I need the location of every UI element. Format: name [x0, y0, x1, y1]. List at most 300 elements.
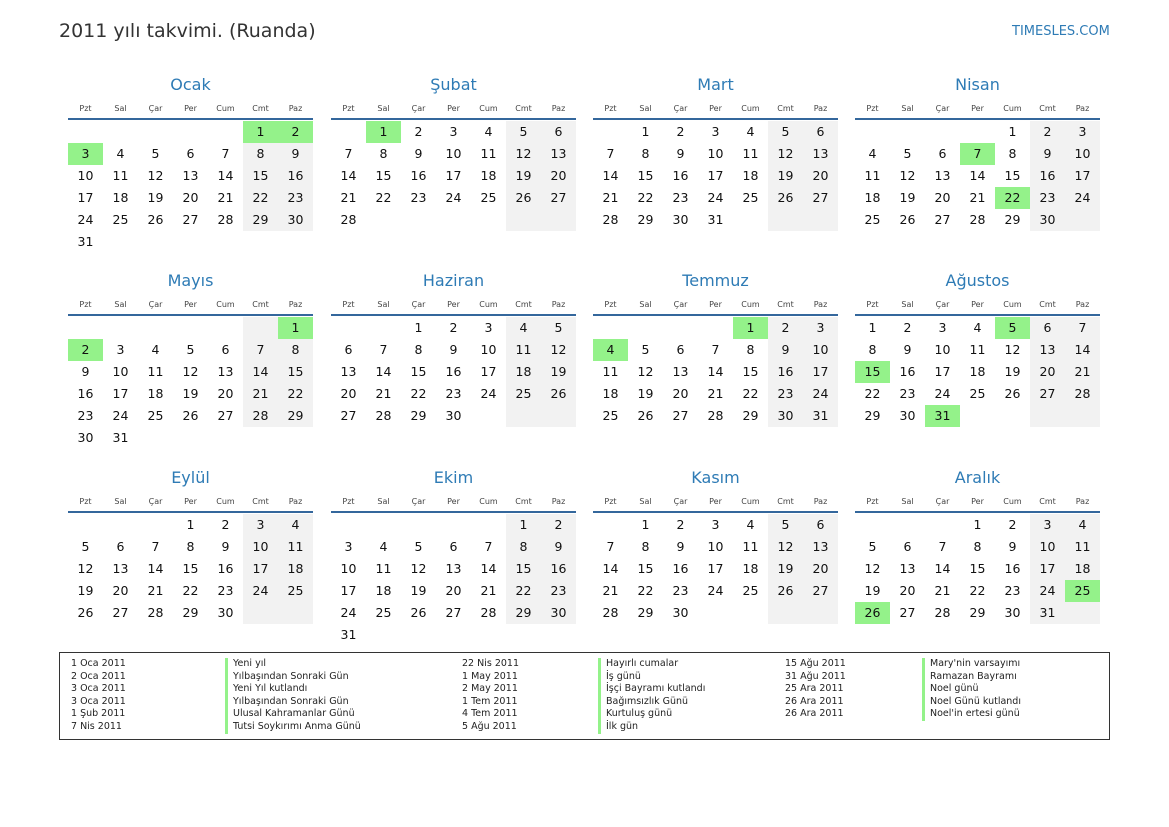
- weekday-label: Sal: [377, 497, 390, 506]
- month-rule: [855, 314, 1100, 316]
- day-cell: 4: [868, 146, 877, 161]
- day-cell: 14: [602, 561, 619, 576]
- day-cell: 27: [445, 605, 462, 620]
- day-cell: 1: [868, 320, 877, 335]
- day-cell: 13: [812, 539, 829, 554]
- day-cell: 27: [182, 212, 199, 227]
- holiday-date: 1 May 2011: [462, 670, 518, 682]
- day-cell: 4: [116, 146, 125, 161]
- weekday-label: Paz: [813, 104, 828, 113]
- weekday-label: Paz: [813, 497, 828, 506]
- day-cell: 29: [742, 408, 759, 423]
- day-cell: 18: [1074, 561, 1091, 576]
- day-cell: 1: [519, 517, 528, 532]
- day-cell: 24: [934, 386, 951, 401]
- holiday-day-cell: 15: [855, 361, 890, 383]
- day-cell: 25: [864, 212, 881, 227]
- day-cell: 31: [340, 627, 357, 642]
- day-cell: 2: [781, 320, 790, 335]
- day-cell: 30: [445, 408, 462, 423]
- day-cell: 18: [147, 386, 164, 401]
- holiday-name: Yeni yıl: [225, 658, 361, 671]
- day-cell: 9: [676, 146, 685, 161]
- day-cell: 24: [707, 583, 724, 598]
- day-cell: 6: [186, 146, 195, 161]
- month-name: Haziran: [422, 271, 485, 290]
- day-cell: 29: [637, 212, 654, 227]
- day-cell: 11: [515, 342, 532, 357]
- weekday-label: Sal: [114, 104, 127, 113]
- day-cell: 13: [672, 364, 689, 379]
- day-cell: 22: [637, 583, 654, 598]
- weekday-label: Cum: [741, 497, 760, 506]
- day-grid: [331, 514, 576, 654]
- day-cell: 7: [379, 342, 388, 357]
- day-cell: 1: [973, 517, 982, 532]
- month-rule: [593, 511, 838, 513]
- day-cell: 25: [742, 190, 759, 205]
- day-cell: 27: [217, 408, 234, 423]
- day-cell: 7: [1078, 320, 1087, 335]
- day-cell: 26: [410, 605, 427, 620]
- day-cell: 13: [112, 561, 129, 576]
- day-grid: [593, 121, 838, 261]
- day-cell: 15: [637, 561, 654, 576]
- weekday-label: Sal: [901, 300, 914, 309]
- holiday-day-cell: 2: [68, 339, 103, 361]
- day-cell: 17: [934, 364, 951, 379]
- day-cell: 2: [1008, 517, 1017, 532]
- weekday-header: [593, 104, 838, 114]
- holiday-date: 15 Ağu 2011: [785, 658, 846, 669]
- day-cell: 2: [554, 517, 563, 532]
- weekday-label: Paz: [1075, 104, 1090, 113]
- day-cell: 27: [340, 408, 357, 423]
- day-cell: 21: [707, 386, 724, 401]
- day-cell: 12: [182, 364, 199, 379]
- weekday-label: Paz: [288, 104, 303, 113]
- day-cell: 14: [602, 168, 619, 183]
- day-cell: 9: [781, 342, 790, 357]
- day-cell: 30: [287, 212, 304, 227]
- day-cell: 10: [77, 168, 94, 183]
- day-cell: 20: [445, 583, 462, 598]
- day-cell: 14: [707, 364, 724, 379]
- holiday-day-cell: 4: [593, 339, 628, 361]
- day-cell: 2: [1043, 124, 1052, 139]
- day-cell: 14: [147, 561, 164, 576]
- day-cell: 21: [602, 190, 619, 205]
- holiday-legend: [59, 652, 1110, 740]
- day-cell: 26: [550, 386, 567, 401]
- holiday-date: 1 Tem 2011: [462, 695, 518, 707]
- weekday-label: Paz: [288, 497, 303, 506]
- day-cell: 29: [252, 212, 269, 227]
- weekday-label: Sal: [377, 300, 390, 309]
- holiday-date: 3 Oca 2011: [71, 683, 126, 695]
- day-cell: 26: [1004, 386, 1021, 401]
- weekday-label: Per: [709, 104, 722, 113]
- holiday-date: 2 May 2011: [462, 683, 518, 695]
- holiday-day-cell: 25: [1065, 580, 1100, 602]
- day-cell: 6: [221, 342, 230, 357]
- day-cell: 5: [186, 342, 195, 357]
- day-cell: 6: [449, 539, 458, 554]
- day-cell: 23: [445, 386, 462, 401]
- month-name: Ağustos: [945, 271, 1010, 290]
- day-cell: 23: [672, 583, 689, 598]
- day-cell: 5: [868, 539, 877, 554]
- day-cell: 25: [602, 408, 619, 423]
- weekday-header: [331, 300, 576, 310]
- weekday-label: Pzt: [342, 497, 355, 506]
- day-cell: 19: [1004, 364, 1021, 379]
- day-cell: 7: [938, 539, 947, 554]
- weekday-label: Pzt: [866, 104, 879, 113]
- day-cell: 6: [676, 342, 685, 357]
- holiday-date: 1 Şub 2011: [71, 708, 126, 720]
- day-cell: 24: [812, 386, 829, 401]
- day-cell: 14: [217, 168, 234, 183]
- day-cell: 19: [77, 583, 94, 598]
- weekday-label: Çar: [935, 104, 950, 113]
- day-cell: 23: [1039, 190, 1056, 205]
- day-grid: [68, 514, 313, 654]
- weekday-label: Pzt: [79, 300, 92, 309]
- holiday-date: 1 Oca 2011: [71, 658, 126, 669]
- day-cell: 13: [445, 561, 462, 576]
- weekday-label: Per: [184, 300, 197, 309]
- day-cell: 22: [182, 583, 199, 598]
- day-cell: 1: [414, 320, 423, 335]
- day-cell: 6: [816, 124, 825, 139]
- holiday-day-cell: 2: [278, 121, 313, 143]
- holiday-day-cell: 22: [995, 187, 1030, 209]
- day-cell: 18: [864, 190, 881, 205]
- day-cell: 15: [515, 561, 532, 576]
- day-cell: 27: [812, 190, 829, 205]
- day-cell: 6: [903, 539, 912, 554]
- day-cell: 30: [1004, 605, 1021, 620]
- day-cell: 28: [602, 605, 619, 620]
- site-link[interactable]: TIMESLES.COM: [1012, 24, 1110, 39]
- day-cell: 12: [777, 146, 794, 161]
- weekday-header: [331, 104, 576, 114]
- day-cell: 18: [602, 386, 619, 401]
- day-cell: 13: [899, 561, 916, 576]
- day-cell: 7: [711, 342, 720, 357]
- weekday-label: Cum: [479, 104, 498, 113]
- weekday-label: Sal: [901, 497, 914, 506]
- day-cell: 26: [515, 190, 532, 205]
- day-grid: [593, 514, 838, 654]
- day-cell: 28: [969, 212, 986, 227]
- holiday-day-cell: 26: [855, 602, 890, 624]
- weekday-label: Pzt: [866, 497, 879, 506]
- day-cell: 8: [414, 342, 423, 357]
- day-cell: 11: [864, 168, 881, 183]
- legend-name-column: [922, 658, 1021, 721]
- day-cell: 28: [217, 212, 234, 227]
- weekday-label: Pzt: [604, 300, 617, 309]
- day-cell: 15: [1004, 168, 1021, 183]
- day-cell: 28: [602, 212, 619, 227]
- holiday-day-cell: 1: [243, 121, 278, 143]
- day-cell: 27: [934, 212, 951, 227]
- day-cell: 25: [969, 386, 986, 401]
- day-cell: 18: [742, 561, 759, 576]
- month-name: Şubat: [430, 75, 477, 94]
- month-rule: [68, 314, 313, 316]
- day-cell: 2: [221, 517, 230, 532]
- weekday-label: Cum: [216, 497, 235, 506]
- day-cell: 12: [1004, 342, 1021, 357]
- day-cell: 24: [445, 190, 462, 205]
- weekday-label: Cmt: [777, 104, 794, 113]
- day-cell: 17: [812, 364, 829, 379]
- day-cell: 27: [112, 605, 129, 620]
- day-cell: 5: [414, 539, 423, 554]
- day-cell: 13: [217, 364, 234, 379]
- weekday-label: Sal: [639, 300, 652, 309]
- day-cell: 4: [484, 124, 493, 139]
- day-cell: 20: [217, 386, 234, 401]
- holiday-name: Noel'in ertesi günü: [922, 708, 1021, 721]
- day-cell: 12: [147, 168, 164, 183]
- day-cell: 26: [147, 212, 164, 227]
- day-cell: 27: [899, 605, 916, 620]
- day-cell: 11: [602, 364, 619, 379]
- day-cell: 28: [934, 605, 951, 620]
- day-cell: 5: [81, 539, 90, 554]
- weekday-label: Paz: [813, 300, 828, 309]
- holiday-day-cell: 31: [925, 405, 960, 427]
- weekday-label: Cum: [216, 300, 235, 309]
- weekday-label: Sal: [377, 104, 390, 113]
- holiday-date: 3 Oca 2011: [71, 695, 126, 707]
- holiday-day-cell: 1: [733, 317, 768, 339]
- day-cell: 22: [252, 190, 269, 205]
- day-cell: 13: [1039, 342, 1056, 357]
- weekday-header: [68, 497, 313, 507]
- legend-date-column: [785, 658, 846, 721]
- weekday-label: Cmt: [515, 300, 532, 309]
- day-cell: 4: [973, 320, 982, 335]
- weekday-label: Çar: [411, 300, 426, 309]
- day-cell: 11: [969, 342, 986, 357]
- day-cell: 20: [1039, 364, 1056, 379]
- legend-name-column: [225, 658, 361, 734]
- day-cell: 21: [969, 190, 986, 205]
- legend-date-column: [462, 658, 519, 734]
- holiday-name: Tutsi Soykırımı Anma Günü: [225, 721, 361, 734]
- day-cell: 19: [899, 190, 916, 205]
- day-cell: 22: [287, 386, 304, 401]
- weekday-label: Çar: [673, 104, 688, 113]
- weekday-label: Pzt: [866, 300, 879, 309]
- day-cell: 24: [77, 212, 94, 227]
- weekday-label: Per: [184, 104, 197, 113]
- day-cell: 16: [672, 561, 689, 576]
- legend-name-column: [598, 658, 705, 734]
- day-cell: 2: [676, 124, 685, 139]
- day-cell: 30: [672, 605, 689, 620]
- day-cell: 25: [375, 605, 392, 620]
- weekday-label: Per: [184, 497, 197, 506]
- weekday-label: Sal: [114, 497, 127, 506]
- month-rule: [331, 511, 576, 513]
- holiday-date: 5 Ağu 2011: [462, 720, 517, 732]
- holiday-name: İş günü: [598, 671, 705, 684]
- day-grid: [331, 317, 576, 457]
- day-cell: 26: [777, 583, 794, 598]
- day-cell: 29: [410, 408, 427, 423]
- weekday-label: Per: [447, 300, 460, 309]
- day-cell: 27: [812, 583, 829, 598]
- day-cell: 14: [934, 561, 951, 576]
- weekday-label: Cum: [741, 104, 760, 113]
- day-grid: [855, 317, 1100, 457]
- day-cell: 14: [969, 168, 986, 183]
- holiday-name: Mary'nin varsayımı: [922, 658, 1021, 671]
- day-cell: 10: [480, 342, 497, 357]
- day-cell: 21: [375, 386, 392, 401]
- day-grid: [855, 514, 1100, 654]
- weekday-label: Pzt: [79, 497, 92, 506]
- day-cell: 25: [147, 408, 164, 423]
- day-cell: 15: [375, 168, 392, 183]
- day-cell: 25: [480, 190, 497, 205]
- day-cell: 27: [672, 408, 689, 423]
- weekday-label: Pzt: [342, 300, 355, 309]
- day-cell: 31: [1039, 605, 1056, 620]
- month-rule: [593, 314, 838, 316]
- day-cell: 12: [77, 561, 94, 576]
- day-cell: 20: [182, 190, 199, 205]
- weekday-label: Cmt: [777, 497, 794, 506]
- day-cell: 7: [344, 146, 353, 161]
- day-cell: 10: [707, 146, 724, 161]
- day-cell: 12: [515, 146, 532, 161]
- weekday-label: Per: [971, 104, 984, 113]
- weekday-label: Per: [709, 497, 722, 506]
- weekday-label: Per: [447, 104, 460, 113]
- day-cell: 9: [81, 364, 90, 379]
- day-cell: 16: [445, 364, 462, 379]
- day-cell: 14: [340, 168, 357, 183]
- day-cell: 8: [256, 146, 265, 161]
- day-cell: 24: [252, 583, 269, 598]
- day-cell: 28: [480, 605, 497, 620]
- day-cell: 22: [742, 386, 759, 401]
- day-grid: [593, 317, 838, 457]
- month-name: Kasım: [691, 468, 740, 487]
- day-cell: 11: [147, 364, 164, 379]
- day-cell: 27: [1039, 386, 1056, 401]
- day-cell: 21: [480, 583, 497, 598]
- day-cell: 25: [742, 583, 759, 598]
- day-cell: 26: [637, 408, 654, 423]
- holiday-date: 25 Ara 2011: [785, 683, 844, 695]
- holiday-date: 4 Tem 2011: [462, 708, 518, 720]
- day-cell: 21: [147, 583, 164, 598]
- day-cell: 13: [812, 146, 829, 161]
- day-cell: 2: [676, 517, 685, 532]
- day-cell: 3: [1078, 124, 1087, 139]
- day-cell: 7: [606, 146, 615, 161]
- day-cell: 10: [340, 561, 357, 576]
- day-cell: 21: [252, 386, 269, 401]
- day-cell: 10: [445, 146, 462, 161]
- day-cell: 21: [1074, 364, 1091, 379]
- day-cell: 7: [221, 146, 230, 161]
- day-grid: [68, 317, 313, 457]
- day-cell: 13: [934, 168, 951, 183]
- day-cell: 22: [375, 190, 392, 205]
- day-cell: 1: [641, 517, 650, 532]
- day-cell: 17: [707, 561, 724, 576]
- month-name: Ocak: [170, 75, 211, 94]
- day-cell: 26: [777, 190, 794, 205]
- weekday-label: Cum: [1003, 300, 1022, 309]
- day-cell: 6: [554, 124, 563, 139]
- day-cell: 9: [221, 539, 230, 554]
- day-cell: 24: [480, 386, 497, 401]
- day-cell: 10: [112, 364, 129, 379]
- holiday-day-cell: 3: [68, 143, 103, 165]
- day-cell: 3: [816, 320, 825, 335]
- day-cell: 1: [641, 124, 650, 139]
- day-cell: 8: [291, 342, 300, 357]
- day-cell: 11: [375, 561, 392, 576]
- day-cell: 22: [410, 386, 427, 401]
- weekday-label: Paz: [1075, 300, 1090, 309]
- holiday-day-cell: 5: [995, 317, 1030, 339]
- day-cell: 18: [969, 364, 986, 379]
- day-cell: 28: [340, 212, 357, 227]
- day-cell: 29: [515, 605, 532, 620]
- day-cell: 23: [672, 190, 689, 205]
- weekday-label: Per: [971, 300, 984, 309]
- day-cell: 3: [449, 124, 458, 139]
- day-cell: 1: [186, 517, 195, 532]
- day-cell: 7: [484, 539, 493, 554]
- day-cell: 12: [899, 168, 916, 183]
- day-cell: 23: [777, 386, 794, 401]
- weekday-label: Çar: [411, 497, 426, 506]
- day-cell: 20: [812, 561, 829, 576]
- day-cell: 29: [637, 605, 654, 620]
- day-cell: 29: [969, 605, 986, 620]
- day-cell: 19: [147, 190, 164, 205]
- month-name: Temmuz: [682, 271, 749, 290]
- weekday-label: Cmt: [515, 497, 532, 506]
- day-cell: 8: [641, 539, 650, 554]
- weekday-label: Sal: [114, 300, 127, 309]
- day-cell: 30: [672, 212, 689, 227]
- day-cell: 30: [77, 430, 94, 445]
- day-cell: 17: [1074, 168, 1091, 183]
- day-cell: 15: [182, 561, 199, 576]
- holiday-name: Kurtuluş günü: [598, 708, 705, 721]
- day-cell: 15: [287, 364, 304, 379]
- day-cell: 21: [934, 583, 951, 598]
- day-cell: 14: [375, 364, 392, 379]
- day-cell: 9: [449, 342, 458, 357]
- weekday-label: Çar: [673, 300, 688, 309]
- day-cell: 9: [676, 539, 685, 554]
- holiday-date: 26 Ara 2011: [785, 695, 844, 707]
